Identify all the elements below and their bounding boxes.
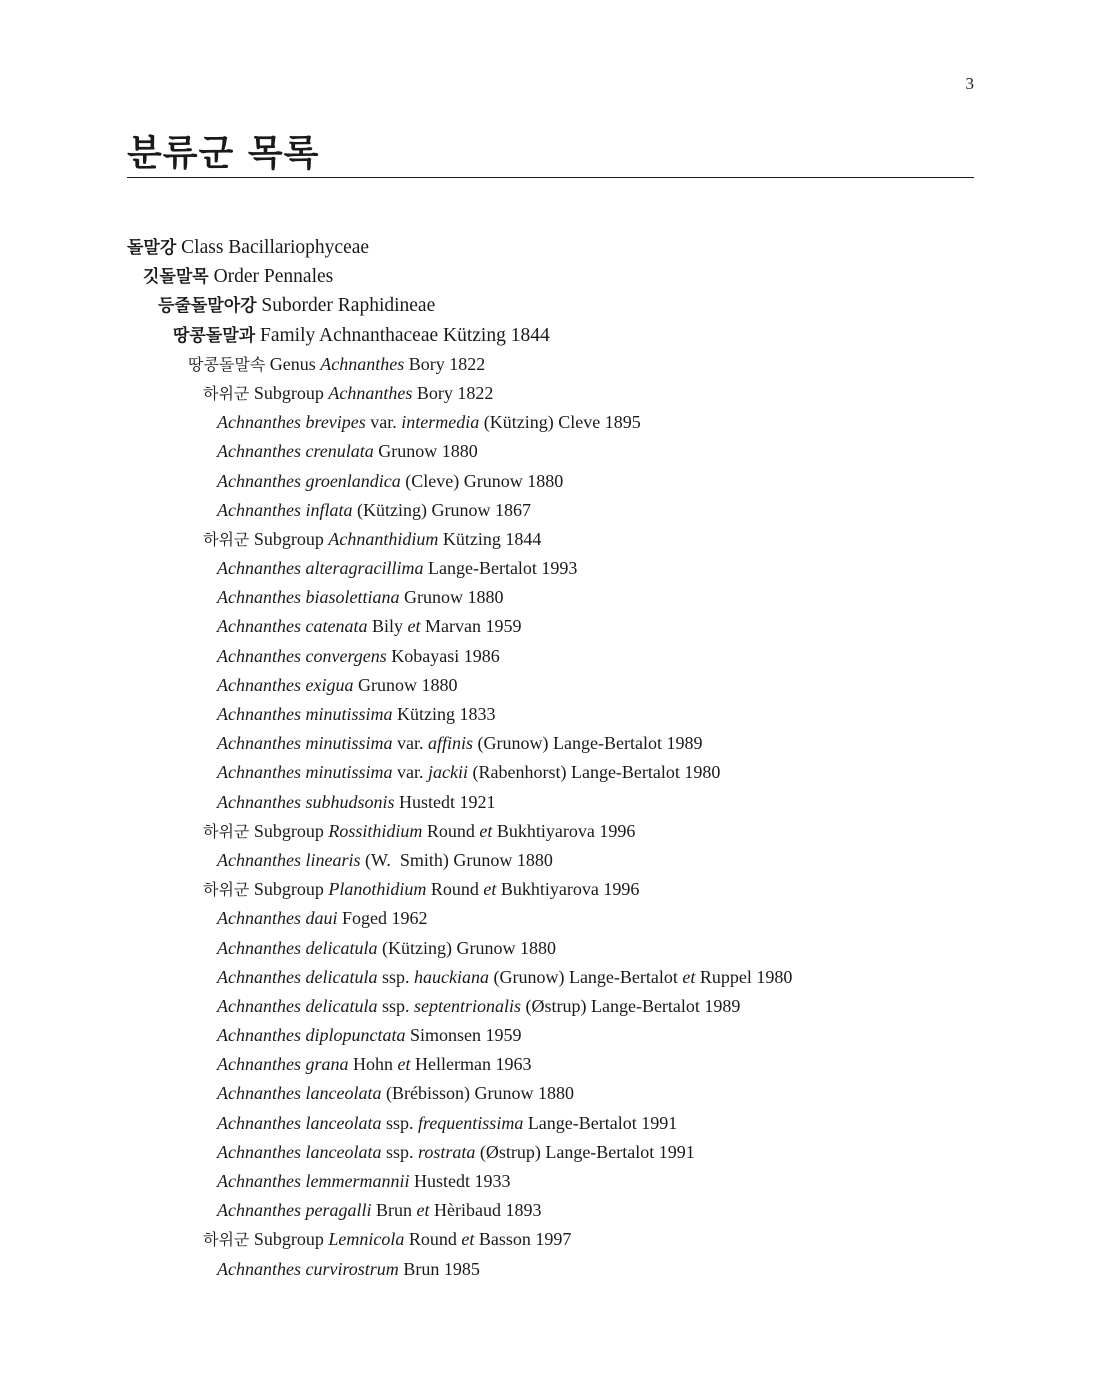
name-text-part: var. bbox=[365, 412, 402, 433]
italic-name-part: Achnanthes grana bbox=[217, 1054, 349, 1075]
italic-name-part: Achnanthes inflata bbox=[217, 499, 353, 520]
italic-name-part: Achnanthes lanceolata bbox=[217, 1112, 382, 1133]
italic-name-part: Achnanthes daui bbox=[217, 908, 338, 929]
name-text-part: Hustedt 1921 bbox=[394, 791, 496, 812]
name-text-part: Grunow 1880 bbox=[353, 674, 458, 695]
name-text-part: Round bbox=[426, 879, 484, 900]
taxon-order-row bbox=[127, 262, 792, 291]
korean-rank-name: 땅콩돌말과 bbox=[173, 325, 256, 346]
korean-rank-name: 돌말강 bbox=[127, 238, 177, 258]
name-text-part: ssp. bbox=[381, 1141, 418, 1162]
name-text-part: (Rabenhorst) Lange-Bertalot 1980 bbox=[467, 762, 721, 783]
italic-name-part: Achnanthes diplopunctata bbox=[217, 1025, 406, 1046]
taxon-subgroup-row bbox=[127, 525, 792, 554]
italic-name-part: Achnanthes peragalli bbox=[217, 1200, 372, 1221]
taxon-species-row bbox=[127, 671, 792, 700]
italic-name-part: et bbox=[416, 1200, 430, 1221]
name-text-part: Bukhtiyarova 1996 bbox=[496, 879, 640, 900]
italic-name-part: et bbox=[397, 1054, 411, 1075]
name-text-part: ssp. bbox=[377, 995, 414, 1016]
taxon-species-row bbox=[127, 1167, 792, 1196]
taxon-species-row bbox=[127, 1255, 792, 1284]
name-text-part: Bory 1822 bbox=[412, 382, 494, 403]
italic-name-part: et bbox=[461, 1229, 475, 1250]
italic-name-part: et bbox=[407, 616, 421, 637]
name-text-part: (Cleve) Grunow 1880 bbox=[400, 470, 564, 491]
name-text-part: (Østrup) Lange-Bertalot 1991 bbox=[475, 1141, 695, 1162]
italic-name-part: Lemnicola bbox=[328, 1229, 405, 1250]
korean-rank-name: 하위군 bbox=[203, 383, 250, 403]
taxon-species-row bbox=[127, 642, 792, 671]
korean-rank-name: 하위군 bbox=[203, 821, 250, 841]
italic-name-part: Achnanthes delicatula bbox=[217, 937, 378, 958]
italic-name-part: affinis bbox=[428, 733, 474, 754]
name-text-part: Brun 1985 bbox=[398, 1258, 480, 1279]
name-text-part: Order Pennales bbox=[208, 266, 334, 288]
name-text-part: Kützing 1844 bbox=[438, 528, 542, 549]
taxon-list bbox=[127, 233, 792, 1284]
taxon-subgroup-row bbox=[127, 1225, 792, 1254]
italic-name-part: Achnanthes crenulata bbox=[217, 441, 374, 462]
title-rule bbox=[127, 177, 974, 178]
taxon-species-row bbox=[127, 1050, 792, 1079]
italic-name-part: Achnanthes subhudsonis bbox=[217, 791, 395, 812]
name-text-part: Bily bbox=[367, 616, 408, 637]
name-text-part: (Kützing) Grunow 1880 bbox=[377, 937, 556, 958]
italic-name-part: Achnanthes exigua bbox=[217, 674, 354, 695]
name-text-part: Family Achnanthaceae Kützing 1844 bbox=[255, 324, 550, 346]
taxon-family-row bbox=[127, 321, 792, 350]
italic-name-part: Achnanthes groenlandica bbox=[217, 470, 401, 491]
italic-name-part: Achnanthidium bbox=[328, 528, 439, 549]
name-text-part: Ruppel 1980 bbox=[695, 966, 793, 987]
taxon-species-row bbox=[127, 904, 792, 933]
taxon-subgroup-row bbox=[127, 379, 792, 408]
name-text-part: Bory 1822 bbox=[404, 353, 486, 374]
italic-name-part: septentrionalis bbox=[413, 995, 521, 1016]
name-text-part: (W. Smith) Grunow 1880 bbox=[360, 849, 553, 870]
name-text-part: Hellerman 1963 bbox=[410, 1054, 532, 1075]
name-text-part: (Brébisson) Grunow 1880 bbox=[381, 1083, 574, 1104]
name-text-part: Basson 1997 bbox=[474, 1229, 572, 1250]
name-text-part: Suborder Raphidineae bbox=[256, 295, 436, 317]
taxon-genus-row bbox=[127, 350, 792, 379]
taxon-species-row bbox=[127, 554, 792, 583]
taxon-species-row bbox=[127, 846, 792, 875]
italic-name-part: Achnanthes catenata bbox=[217, 616, 368, 637]
name-text-part: Round bbox=[404, 1229, 462, 1250]
taxon-species-row bbox=[127, 788, 792, 817]
name-text-part: Subgroup bbox=[249, 820, 329, 841]
taxon-subgroup-row bbox=[127, 875, 792, 904]
name-text-part: ssp. bbox=[377, 966, 414, 987]
italic-name-part: Achnanthes lemmermannii bbox=[217, 1171, 410, 1191]
taxon-species-row bbox=[127, 408, 792, 437]
taxon-species-row bbox=[127, 1021, 792, 1050]
name-text-part: Kützing 1833 bbox=[392, 704, 496, 724]
korean-rank-name: 하위군 bbox=[203, 880, 250, 900]
name-text-part: Bukhtiyarova 1996 bbox=[492, 820, 636, 841]
italic-name-part: Achnanthes minutissima bbox=[217, 762, 393, 783]
taxon-species-row bbox=[127, 934, 792, 963]
italic-name-part: Achnanthes bbox=[320, 353, 405, 374]
italic-name-part: et bbox=[682, 966, 696, 987]
taxon-species-row bbox=[127, 700, 792, 729]
taxon-suborder-row bbox=[127, 291, 792, 320]
italic-name-part: Achnanthes curvirostrum bbox=[217, 1258, 399, 1279]
taxon-species-row bbox=[127, 758, 792, 787]
italic-name-part: Achnanthes alteragracillima bbox=[217, 558, 424, 579]
name-text-part: ssp. bbox=[381, 1112, 418, 1133]
italic-name-part: et bbox=[479, 820, 493, 841]
name-text-part: (Grunow) Lange-Bertalot bbox=[488, 966, 683, 987]
italic-name-part: Achnanthes bbox=[328, 382, 413, 403]
italic-name-part: Rossithidium bbox=[328, 820, 423, 841]
italic-name-part: Achnanthes minutissima bbox=[217, 733, 393, 754]
name-text-part: Kobayasi 1986 bbox=[386, 645, 500, 666]
name-text-part: Subgroup bbox=[249, 1229, 329, 1250]
italic-name-part: Achnanthes minutissima bbox=[217, 704, 393, 724]
korean-rank-name: 깃돌말목 bbox=[143, 267, 209, 288]
italic-name-part: rostrata bbox=[417, 1141, 476, 1162]
taxon-species-row bbox=[127, 1079, 792, 1108]
name-text-part: (Østrup) Lange-Bertalot 1989 bbox=[520, 995, 741, 1016]
taxon-species-row bbox=[127, 729, 792, 758]
name-text-part: Subgroup bbox=[249, 879, 329, 900]
taxon-species-row bbox=[127, 437, 792, 466]
taxon-species-row bbox=[127, 583, 792, 612]
italic-name-part: Achnanthes linearis bbox=[217, 849, 361, 870]
taxon-species-row bbox=[127, 467, 792, 496]
italic-name-part: et bbox=[483, 879, 497, 900]
italic-name-part: frequentissima bbox=[417, 1112, 524, 1133]
taxon-species-row bbox=[127, 992, 792, 1021]
italic-name-part: Achnanthes lanceolata bbox=[217, 1141, 382, 1162]
name-text-part: Round bbox=[422, 820, 480, 841]
name-text-part: Hèribaud 1893 bbox=[429, 1200, 542, 1221]
name-text-part: Lange-Bertalot 1993 bbox=[423, 558, 578, 579]
italic-name-part: Achnanthes brevipes bbox=[217, 412, 366, 433]
name-text-part: Subgroup bbox=[249, 382, 329, 403]
page-number: 3 bbox=[965, 74, 974, 93]
taxon-species-row bbox=[127, 963, 792, 992]
korean-rank-name: 하위군 bbox=[203, 529, 250, 549]
taxon-species-row bbox=[127, 612, 792, 641]
name-text-part: var. bbox=[392, 733, 428, 754]
italic-name-part: Planothidium bbox=[328, 879, 427, 900]
taxon-species-row bbox=[127, 1138, 792, 1167]
name-text-part: Class Bacillariophyceae bbox=[176, 237, 370, 258]
name-text-part: Genus bbox=[265, 353, 321, 374]
korean-rank-name: 등줄돌말아강 bbox=[158, 296, 257, 317]
name-text-part: Lange-Bertalot 1991 bbox=[523, 1112, 678, 1133]
italic-name-part: Achnanthes biasolettiana bbox=[217, 587, 400, 608]
italic-name-part: Achnanthes convergens bbox=[217, 645, 387, 666]
name-text-part: Subgroup bbox=[249, 528, 329, 549]
name-text-part: (Kützing) Cleve 1895 bbox=[479, 412, 641, 433]
name-text-part: Grunow 1880 bbox=[399, 587, 504, 608]
korean-rank-name: 하위군 bbox=[203, 1230, 250, 1250]
page-title: 분류군 목록 bbox=[127, 133, 320, 174]
name-text-part: Hustedt 1933 bbox=[409, 1171, 511, 1191]
korean-rank-name: 땅콩돌말속 bbox=[188, 354, 266, 374]
taxon-species-row bbox=[127, 496, 792, 525]
italic-name-part: Achnanthes delicatula bbox=[217, 995, 378, 1016]
name-text-part: Hohn bbox=[348, 1054, 398, 1075]
name-text-part: (Kützing) Grunow 1867 bbox=[352, 499, 531, 520]
name-text-part: Simonsen 1959 bbox=[405, 1025, 522, 1046]
name-text-part: var. bbox=[392, 762, 428, 783]
name-text-part: Foged 1962 bbox=[337, 908, 428, 929]
name-text-part: (Grunow) Lange-Bertalot 1989 bbox=[473, 733, 703, 754]
italic-name-part: hauckiana bbox=[413, 966, 489, 987]
italic-name-part: intermedia bbox=[401, 412, 480, 433]
taxon-class-row bbox=[127, 233, 792, 262]
taxon-species-row bbox=[127, 1109, 792, 1138]
italic-name-part: Achnanthes lanceolata bbox=[217, 1083, 382, 1104]
italic-name-part: Achnanthes delicatula bbox=[217, 966, 378, 987]
taxon-subgroup-row bbox=[127, 817, 792, 846]
name-text-part: Brun bbox=[371, 1200, 417, 1221]
name-text-part: Marvan 1959 bbox=[420, 616, 522, 637]
taxon-species-row bbox=[127, 1196, 792, 1225]
italic-name-part: jackii bbox=[428, 762, 468, 783]
name-text-part: Grunow 1880 bbox=[373, 441, 478, 462]
